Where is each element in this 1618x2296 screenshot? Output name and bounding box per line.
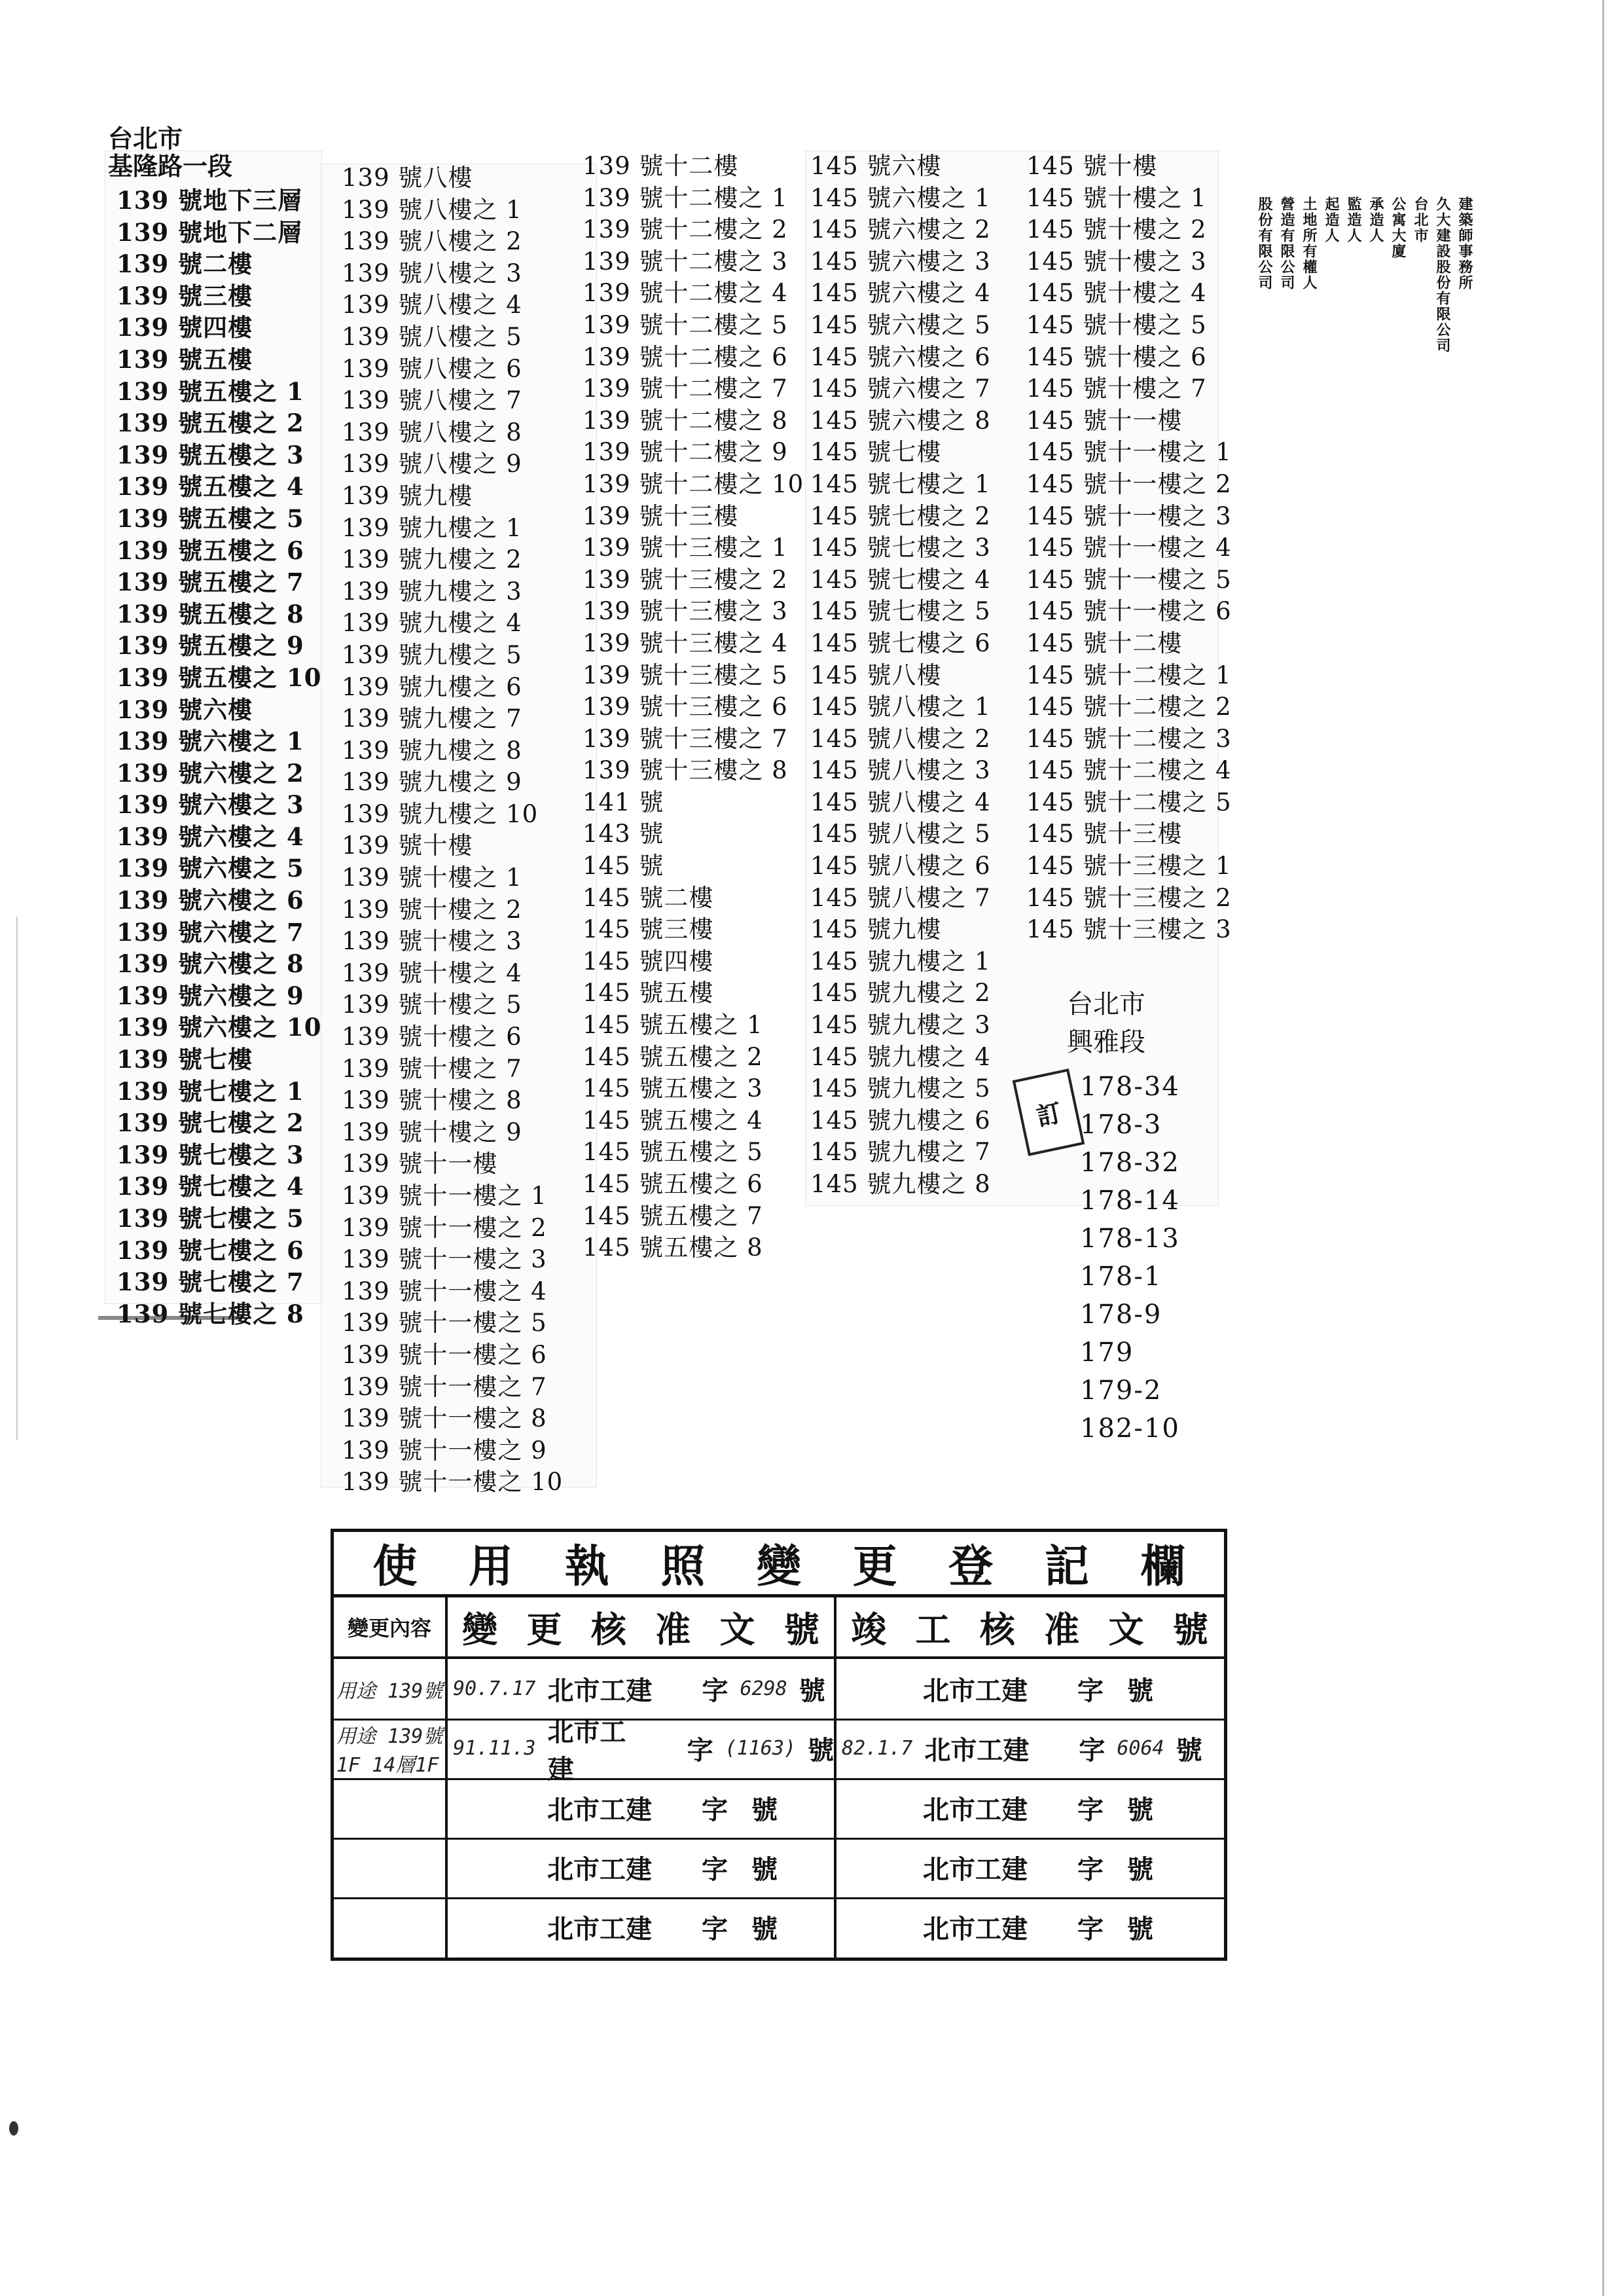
address-entry: 145 號十一樓之 3 xyxy=(1026,501,1232,530)
address-entry: 145 號五樓之 3 xyxy=(583,1074,763,1103)
address-entry: 139 號九樓之 9 xyxy=(342,768,522,797)
handwritten-number: 6298 xyxy=(740,1677,787,1700)
address-entry: 139 號六樓之 10 xyxy=(117,1013,322,1042)
address-entry: 145 號十樓之 4 xyxy=(1026,279,1207,308)
address-entry: 145 號十樓 xyxy=(1026,152,1158,180)
address-entry: 139 號六樓之 8 xyxy=(117,949,304,979)
handwritten-number: 6064 xyxy=(1117,1737,1164,1760)
address-entry: 145 號十二樓 xyxy=(1026,629,1183,657)
address-entry: 139 號九樓 xyxy=(342,481,473,510)
address-entry: 139 號六樓之 5 xyxy=(117,854,304,883)
address-entry: 139 號七樓之 5 xyxy=(117,1204,304,1233)
address-entry: 139 號五樓之 7 xyxy=(117,568,304,597)
char-hao: 號 xyxy=(799,1675,825,1706)
table-header xyxy=(334,1597,1224,1659)
address-entry: 139 號十三樓之 2 xyxy=(583,565,788,594)
address-entry: 139 號九樓之 6 xyxy=(342,672,522,701)
address-entry: 145 號九樓之 6 xyxy=(810,1106,991,1135)
address-entry: 139 號五樓之 1 xyxy=(117,376,304,406)
vertical-text-line: 承造人 xyxy=(1367,196,1384,244)
handwritten-date: 90.7.17 xyxy=(453,1677,536,1700)
address-entry: 145 號十一樓 xyxy=(1026,406,1183,435)
char-zi: 字 xyxy=(1077,1675,1104,1706)
vertical-text-line: 股份有限公司 xyxy=(1256,196,1273,291)
address-entry: 145 號十樓之 5 xyxy=(1026,310,1207,339)
header-char: 文 xyxy=(719,1608,755,1650)
address-entry: 139 號五樓之 8 xyxy=(117,599,304,629)
address-entry: 145 號九樓 xyxy=(810,915,942,944)
header-char: 工 xyxy=(915,1608,951,1650)
address-entry: 139 號十樓 xyxy=(342,831,473,860)
address-entry: 139 號十二樓之 2 xyxy=(583,215,788,244)
address-entry: 145 號十一樓之 1 xyxy=(1026,438,1232,467)
header-char: 准 xyxy=(1044,1608,1080,1650)
completion-approval-cell xyxy=(839,1897,1223,1957)
header-char: 准 xyxy=(655,1608,691,1650)
change-approval-cell xyxy=(450,1778,834,1838)
address-entry: 145 號六樓之 8 xyxy=(810,406,991,435)
scan-dot xyxy=(9,2121,18,2136)
address-entry: 139 號十二樓之 4 xyxy=(583,279,788,308)
address-entry: 139 號二樓 xyxy=(117,249,253,279)
agency-prefix: 北市工建 xyxy=(547,1914,652,1944)
address-entry: 139 號十樓之 5 xyxy=(342,991,522,1019)
address-entry: 145 號十二樓之 3 xyxy=(1026,724,1232,753)
header-char: 號 xyxy=(1172,1608,1208,1650)
address-entry: 139 號八樓 xyxy=(342,164,473,192)
address-entry: 145 號六樓之 5 xyxy=(810,310,991,339)
lot-number: 178-32 xyxy=(1080,1148,1180,1178)
vertical-registration-text xyxy=(1231,196,1473,995)
address-entry: 145 號九樓之 1 xyxy=(810,947,991,975)
address-entry: 145 號六樓之 2 xyxy=(810,215,991,244)
address-entry: 139 號十一樓之 9 xyxy=(342,1436,547,1465)
address-entry: 145 號十三樓之 1 xyxy=(1026,852,1232,881)
completion-approval-cell xyxy=(839,1719,1223,1778)
address-entry: 139 號十一樓之 7 xyxy=(342,1372,547,1401)
address-entry: 139 號十二樓之 10 xyxy=(583,469,804,498)
address-entry: 145 號七樓之 6 xyxy=(810,629,991,657)
address-entry: 145 號八樓 xyxy=(810,661,942,689)
agency-prefix: 北市工建 xyxy=(923,1675,1028,1706)
table-title xyxy=(334,1532,1224,1597)
address-entry: 145 號十二樓之 4 xyxy=(1026,756,1232,785)
lot-number: 179 xyxy=(1080,1338,1134,1368)
char-hao: 號 xyxy=(751,1795,778,1825)
header-change-content: 變更內容 xyxy=(347,1616,431,1641)
header-city: 台北市 xyxy=(108,124,183,153)
scan-edge-line xyxy=(1602,0,1604,2296)
address-entry: 145 號五樓之 2 xyxy=(583,1042,763,1071)
address-entry: 145 號六樓 xyxy=(810,152,942,180)
address-entry: 139 號九樓之 5 xyxy=(342,640,522,669)
lot-number: 178-34 xyxy=(1080,1072,1180,1102)
address-entry: 145 號十三樓 xyxy=(1026,820,1183,848)
address-entry: 145 號五樓之 8 xyxy=(583,1233,763,1262)
address-entry: 139 號十三樓之 1 xyxy=(583,534,788,562)
address-entry: 145 號八樓之 5 xyxy=(810,820,991,848)
address-entry: 145 號十樓之 7 xyxy=(1026,374,1207,403)
address-entry: 139 號八樓之 9 xyxy=(342,450,522,479)
header-char: 更 xyxy=(526,1608,562,1650)
address-entry: 145 號十樓之 2 xyxy=(1026,215,1207,244)
stamp: 訂 xyxy=(1013,1068,1085,1156)
char-zi: 字 xyxy=(702,1675,728,1706)
address-entry: 145 號七樓之 1 xyxy=(810,469,991,498)
address-entry: 139 號六樓之 4 xyxy=(117,822,304,851)
agency-prefix: 北市工建 xyxy=(923,1914,1028,1944)
address-entry: 145 號八樓之 2 xyxy=(810,724,991,753)
address-entry: 139 號十三樓之 6 xyxy=(583,693,788,721)
header-char: 變 xyxy=(462,1608,498,1650)
address-entry: 139 號七樓之 3 xyxy=(117,1140,304,1169)
change-approval-cell xyxy=(450,1838,834,1897)
address-entry: 145 號七樓之 3 xyxy=(810,534,991,562)
address-entry: 139 號地下二層 xyxy=(117,217,303,247)
agency-prefix: 北市工建 xyxy=(547,1854,652,1885)
address-entry: 145 號十一樓之 4 xyxy=(1026,534,1232,562)
vertical-text-line: 營造有限公司 xyxy=(1278,196,1295,291)
address-entry: 139 號十一樓之 1 xyxy=(342,1182,547,1210)
address-entry: 145 號四樓 xyxy=(583,947,714,975)
address-entry: 139 號六樓之 9 xyxy=(117,981,304,1010)
segment-lot-list xyxy=(1067,1068,1180,1448)
lot-number: 179-2 xyxy=(1080,1376,1162,1406)
header-change-approval-no xyxy=(448,1597,834,1656)
address-entry: 139 號九樓之 8 xyxy=(342,736,522,765)
table-row xyxy=(334,1897,1224,1957)
char-hao: 號 xyxy=(1127,1675,1153,1706)
address-entry: 145 號十樓之 3 xyxy=(1026,247,1207,276)
address-entry: 145 號十一樓之 2 xyxy=(1026,469,1232,498)
address-entry: 139 號七樓之 1 xyxy=(117,1076,304,1106)
address-entry: 139 號十三樓之 3 xyxy=(583,597,788,626)
char-hao: 號 xyxy=(1127,1914,1153,1944)
address-entry: 139 號六樓之 1 xyxy=(117,727,304,756)
table-row xyxy=(334,1659,1224,1721)
address-entry: 145 號六樓之 4 xyxy=(810,279,991,308)
address-entry: 145 號九樓之 3 xyxy=(810,1011,991,1040)
address-entry: 145 號十二樓之 5 xyxy=(1026,788,1232,816)
address-entry: 139 號九樓之 3 xyxy=(342,577,522,606)
address-entry: 139 號十二樓之 8 xyxy=(583,406,788,435)
title-char: 執 xyxy=(564,1540,609,1593)
change-content-cell xyxy=(336,1838,444,1897)
address-entry: 139 號六樓之 7 xyxy=(117,917,304,947)
change-approval-cell xyxy=(450,1716,834,1785)
char-zi: 字 xyxy=(702,1795,728,1825)
vertical-text-line: 台北市 xyxy=(1412,196,1429,244)
title-char: 欄 xyxy=(1140,1540,1185,1593)
address-entry: 139 號八樓之 4 xyxy=(342,291,522,319)
address-entry: 139 號十三樓 xyxy=(583,501,739,530)
address-entry: 139 號十樓之 9 xyxy=(342,1118,522,1146)
address-entry: 139 號十二樓之 1 xyxy=(583,183,788,212)
address-entry: 145 號七樓 xyxy=(810,438,942,467)
address-entry: 139 號十二樓 xyxy=(583,152,739,180)
char-hao: 號 xyxy=(1127,1854,1153,1885)
char-hao: 號 xyxy=(751,1914,778,1944)
header-char: 核 xyxy=(979,1608,1015,1650)
address-entry: 145 號十二樓之 1 xyxy=(1026,661,1232,689)
address-entry: 139 號十樓之 6 xyxy=(342,1023,522,1051)
address-entry: 145 號六樓之 7 xyxy=(810,374,991,403)
header-road: 基隆路一段 xyxy=(108,151,233,181)
table-row xyxy=(334,1778,1224,1840)
change-content-cell xyxy=(336,1897,444,1957)
address-entry: 139 號十二樓之 3 xyxy=(583,247,788,276)
address-entry: 139 號九樓之 1 xyxy=(342,513,522,542)
change-content-cell xyxy=(336,1719,444,1778)
address-entry: 139 號十一樓之 5 xyxy=(342,1309,547,1338)
address-entry: 145 號九樓之 2 xyxy=(810,979,991,1008)
agency-prefix: 北市工建 xyxy=(923,1854,1028,1885)
address-entry: 145 號八樓之 4 xyxy=(810,788,991,816)
change-content-cell xyxy=(336,1659,444,1719)
address-entry: 139 號十一樓之 4 xyxy=(342,1277,547,1305)
title-char: 變 xyxy=(756,1540,801,1593)
address-entry: 139 號十樓之 1 xyxy=(342,864,522,892)
address-entry: 145 號十一樓之 6 xyxy=(1026,597,1232,626)
address-column-1 xyxy=(117,185,322,1330)
address-column-4 xyxy=(810,151,991,1201)
address-entry: 139 號十樓之 2 xyxy=(342,895,522,924)
address-entry: 139 號八樓之 1 xyxy=(342,195,522,224)
address-entry: 145 號二樓 xyxy=(583,883,714,912)
vertical-text-line: 起造人 xyxy=(1323,196,1340,244)
address-entry: 139 號九樓之 7 xyxy=(342,704,522,733)
char-zi: 字 xyxy=(1077,1914,1104,1944)
address-entry: 145 號五樓之 7 xyxy=(583,1201,763,1230)
address-entry: 145 號七樓之 2 xyxy=(810,501,991,530)
address-entry: 139 號十一樓之 8 xyxy=(342,1404,547,1433)
address-entry: 139 號五樓之 10 xyxy=(117,663,322,692)
agency-prefix: 北市工建 xyxy=(547,1795,652,1825)
address-entry: 139 號九樓之 10 xyxy=(342,799,539,828)
char-hao: 號 xyxy=(1176,1735,1202,1766)
address-entry: 145 號六樓之 1 xyxy=(810,183,991,212)
address-entry: 139 號五樓 xyxy=(117,344,253,374)
address-entry: 139 號十三樓之 5 xyxy=(583,661,788,689)
char-zi: 字 xyxy=(1079,1735,1106,1766)
char-hao: 號 xyxy=(751,1854,778,1885)
address-entry: 139 號十二樓之 7 xyxy=(583,374,788,403)
address-entry: 139 號六樓 xyxy=(117,695,253,724)
title-char: 照 xyxy=(660,1540,706,1593)
change-approval-cell xyxy=(450,1897,834,1957)
address-entry: 139 號六樓之 2 xyxy=(117,758,304,788)
land-segment xyxy=(1067,985,1180,1448)
address-entry: 139 號九樓之 2 xyxy=(342,545,522,574)
title-char: 用 xyxy=(468,1540,513,1593)
address-entry: 145 號十樓之 1 xyxy=(1026,183,1207,212)
char-hao: 號 xyxy=(808,1735,834,1766)
scan-margin-line xyxy=(16,917,18,1440)
address-entry: 139 號十二樓之 6 xyxy=(583,342,788,371)
address-entry: 139 號十樓之 8 xyxy=(342,1086,522,1115)
use-permit-change-table xyxy=(331,1529,1227,1961)
segment-name: 興雅段 xyxy=(1067,1027,1145,1057)
address-entry: 139 號七樓之 2 xyxy=(117,1108,304,1138)
vertical-text-line: 公寓大廈 xyxy=(1390,196,1407,259)
address-column-5 xyxy=(1026,151,1232,946)
handwritten-date: 82.1.7 xyxy=(842,1737,913,1760)
address-column-2 xyxy=(342,162,563,1499)
address-entry: 139 號十一樓之 3 xyxy=(342,1245,547,1274)
char-zi: 字 xyxy=(687,1735,713,1766)
address-entry: 145 號五樓之 1 xyxy=(583,1011,763,1040)
address-entry: 145 號三樓 xyxy=(583,915,714,944)
address-column-3 xyxy=(583,151,804,1264)
vertical-text-line: 建築師事務所 xyxy=(1456,196,1473,291)
char-zi: 字 xyxy=(1077,1854,1104,1885)
address-entry: 145 號十三樓之 2 xyxy=(1026,883,1232,912)
completion-approval-cell xyxy=(839,1659,1223,1719)
address-entry: 139 號七樓之 8 xyxy=(117,1299,304,1328)
address-entry: 139 號八樓之 8 xyxy=(342,418,522,446)
address-entry: 145 號九樓之 8 xyxy=(810,1170,991,1198)
lot-number: 182-10 xyxy=(1080,1413,1180,1444)
char-zi: 字 xyxy=(1077,1795,1104,1825)
address-entry: 139 號十樓之 4 xyxy=(342,958,522,987)
handwritten-date: 91.11.3 xyxy=(453,1737,536,1760)
address-entry: 139 號十樓之 7 xyxy=(342,1054,522,1083)
vertical-text-line: 久大建設股份有限公司 xyxy=(1434,196,1451,354)
address-entry: 139 號八樓之 6 xyxy=(342,354,522,383)
address-entry: 139 號十三樓之 7 xyxy=(583,724,788,753)
vertical-text-line: 土地所有權人 xyxy=(1301,196,1318,291)
address-entry: 145 號五樓之 4 xyxy=(583,1106,763,1135)
change-content-text: 用途 139號 xyxy=(336,1679,443,1703)
address-entry: 139 號八樓之 2 xyxy=(342,227,522,256)
address-entry: 139 號十一樓之 10 xyxy=(342,1468,564,1497)
address-entry: 145 號九樓之 7 xyxy=(810,1138,991,1167)
address-entry: 139 號十一樓之 6 xyxy=(342,1340,547,1369)
address-entry: 145 號五樓之 6 xyxy=(583,1170,763,1198)
address-entry: 145 號七樓之 5 xyxy=(810,597,991,626)
address-entry: 139 號五樓之 6 xyxy=(117,536,304,565)
address-entry: 139 號六樓之 6 xyxy=(117,886,304,915)
address-entry: 139 號十二樓之 5 xyxy=(583,310,788,339)
address-entry: 145 號八樓之 3 xyxy=(810,756,991,785)
change-content-cell xyxy=(336,1778,444,1838)
address-entry: 139 號四樓 xyxy=(117,313,253,342)
address-entry: 145 號六樓之 6 xyxy=(810,342,991,371)
char-hao: 號 xyxy=(1127,1795,1153,1825)
address-entry: 145 號十二樓之 2 xyxy=(1026,693,1232,721)
vertical-text-line: 監造人 xyxy=(1345,196,1362,244)
table-divider-2 xyxy=(834,1597,836,1958)
lot-number: 178-9 xyxy=(1080,1300,1162,1330)
char-zi: 字 xyxy=(702,1854,728,1885)
agency-prefix: 北市工建 xyxy=(923,1795,1028,1825)
lot-number: 178-13 xyxy=(1080,1224,1180,1254)
address-entry: 139 號三樓 xyxy=(117,281,253,310)
agency-prefix: 北市工建 xyxy=(924,1735,1030,1766)
address-entry: 139 號十三樓之 4 xyxy=(583,629,788,657)
lot-number: 178-1 xyxy=(1080,1262,1162,1292)
address-entry: 139 號十一樓之 2 xyxy=(342,1213,547,1242)
table-body xyxy=(334,1659,1224,1958)
address-entry: 139 號五樓之 2 xyxy=(117,409,304,438)
address-entry: 143 號 xyxy=(583,820,664,848)
handwritten-number: (1163) xyxy=(725,1737,796,1760)
address-entry: 139 號十三樓之 8 xyxy=(583,756,788,785)
address-entry: 145 號九樓之 4 xyxy=(810,1042,991,1071)
address-entry: 145 號十一樓之 5 xyxy=(1026,565,1232,594)
address-entry: 139 號九樓之 4 xyxy=(342,609,522,638)
address-entry: 139 號十二樓之 9 xyxy=(583,438,788,467)
address-entry: 145 號十三樓之 3 xyxy=(1026,915,1232,944)
header-completion-approval-no xyxy=(836,1597,1223,1656)
table-row xyxy=(334,1716,1224,1785)
address-entry: 145 號八樓之 7 xyxy=(810,883,991,912)
char-zi: 字 xyxy=(702,1914,728,1944)
agency-prefix: 北市工建 xyxy=(547,1716,626,1785)
address-entry: 139 號八樓之 5 xyxy=(342,322,522,351)
address-entry: 145 號八樓之 6 xyxy=(810,852,991,881)
header-char: 核 xyxy=(590,1608,626,1650)
address-entry: 145 號九樓之 5 xyxy=(810,1074,991,1103)
address-entry: 139 號八樓之 7 xyxy=(342,386,522,415)
address-entry: 145 號六樓之 3 xyxy=(810,247,991,276)
table-divider-1 xyxy=(445,1597,448,1958)
segment-city: 台北市 xyxy=(1067,989,1145,1019)
address-entry: 139 號五樓之 9 xyxy=(117,631,304,661)
address-entry: 139 號五樓之 4 xyxy=(117,472,304,501)
address-entry: 139 號地下三層 xyxy=(117,186,303,215)
address-entry: 145 號五樓之 5 xyxy=(583,1138,763,1167)
address-entry: 145 號十樓之 6 xyxy=(1026,342,1207,371)
title-char: 記 xyxy=(1044,1540,1089,1593)
address-entry: 139 號七樓之 4 xyxy=(117,1172,304,1201)
address-entry: 139 號七樓 xyxy=(117,1045,253,1074)
address-entry: 139 號八樓之 3 xyxy=(342,259,522,287)
address-entry: 145 號五樓 xyxy=(583,979,714,1008)
change-content-text: 用途 139號 1F 14層1F xyxy=(336,1724,443,1777)
address-entry: 145 號 xyxy=(583,852,664,881)
lot-number: 178-3 xyxy=(1080,1110,1162,1140)
title-char: 使 xyxy=(372,1540,418,1593)
address-entry: 139 號七樓之 7 xyxy=(117,1267,304,1297)
header-char: 竣 xyxy=(851,1608,887,1650)
address-entry: 139 號十樓之 3 xyxy=(342,927,522,956)
address-entry: 141 號 xyxy=(583,788,664,816)
address-entry: 139 號五樓之 5 xyxy=(117,503,304,533)
completion-approval-cell xyxy=(839,1838,1223,1897)
header-char: 文 xyxy=(1108,1608,1144,1650)
change-approval-cell xyxy=(450,1659,834,1719)
address-entry: 139 號十一樓 xyxy=(342,1150,498,1178)
address-entry: 139 號七樓之 6 xyxy=(117,1235,304,1265)
table-row xyxy=(334,1838,1224,1899)
title-char: 更 xyxy=(852,1540,897,1593)
lot-number: 178-14 xyxy=(1080,1186,1180,1216)
address-entry: 139 號五樓之 3 xyxy=(117,440,304,469)
header-char: 號 xyxy=(783,1608,819,1650)
address-entry: 145 號七樓之 4 xyxy=(810,565,991,594)
completion-approval-cell xyxy=(839,1778,1223,1838)
address-entry: 139 號六樓之 3 xyxy=(117,790,304,820)
title-char: 登 xyxy=(948,1540,994,1593)
address-entry: 145 號八樓之 1 xyxy=(810,693,991,721)
agency-prefix: 北市工建 xyxy=(547,1675,653,1706)
